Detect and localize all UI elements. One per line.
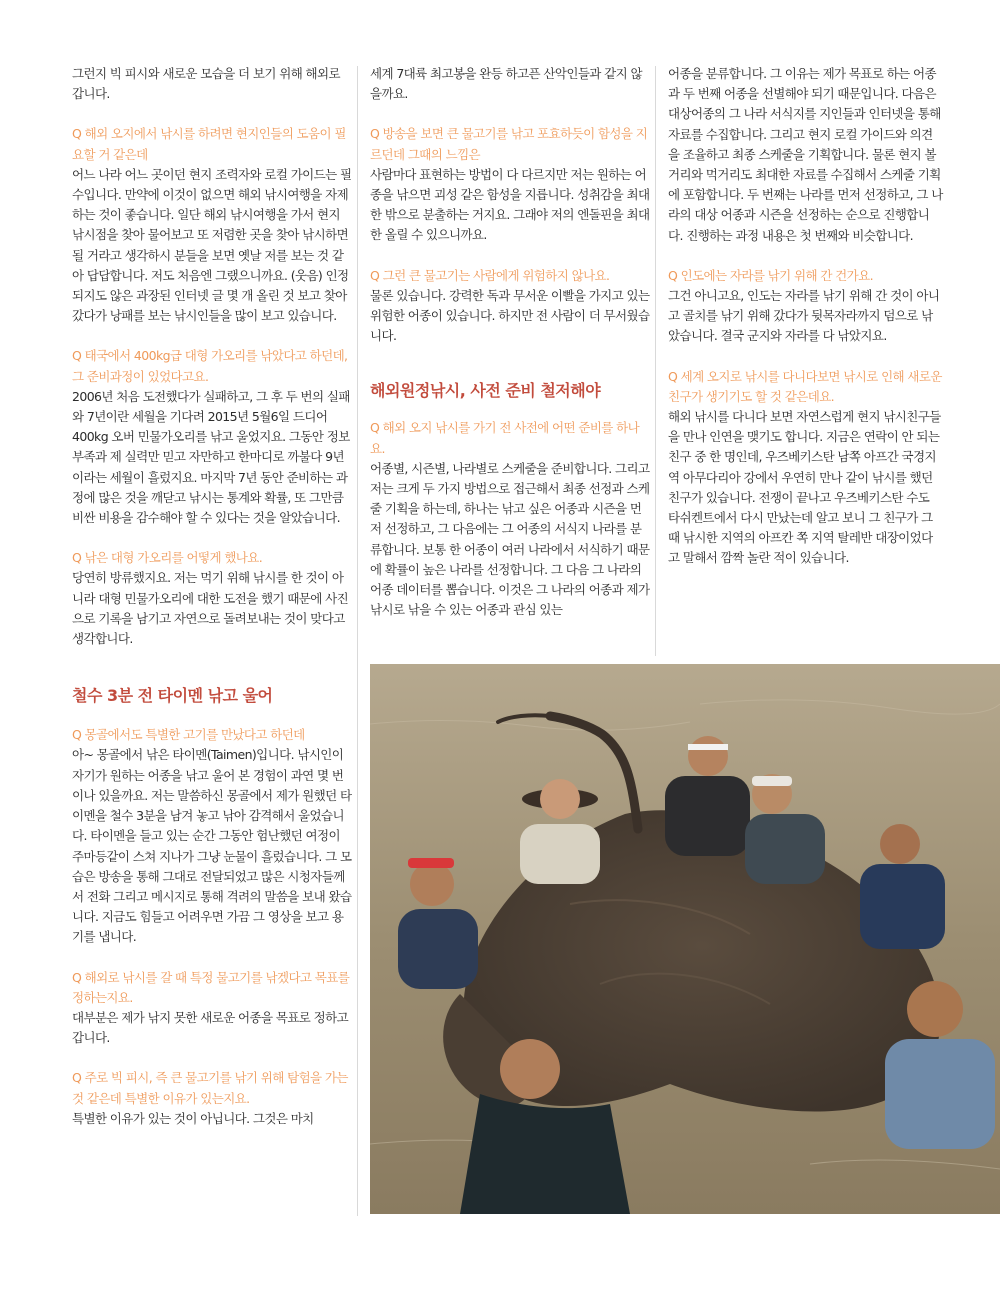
stingray-photo-illustration [370,664,1000,1214]
section-title: 해외원정낚시, 사전 준비 철저해야 [370,381,601,401]
column-left [72,64,354,1129]
column-divider [655,66,656,656]
question-heading: Q 주로 빅 피시, 즉 큰 물고기를 낚기 위해 탐험을 가는 것 같은데 특별한 이유가 있는지요. [72,1070,348,1106]
answer-paragraph: 어종별, 시즌별, 나라별로 스케줄을 준비합니다. 그리고 저는 크게 두 가지 방법으로 접근해서 최종 선정과 스케줄 기획을 하는데, 하나는 낚고 싶은 어종과 시즌을 먼저 선정하고, 그 다음에는 그 어종의 서식지 나라를 분류합니다. 보통 한 어종이 여러 나라에서 서식하기 때문에 확률이 높은 나라를 선정합니다. 그 다음 그 나라의 어종 데이터를 뽑습니다. 이것은 그 나라의 어종과 제가 낚시로 낚을 수 있는 어종과 관심 있는 [370,460,650,618]
answer-paragraph: 대부분은 제가 낚지 못한 새로운 어종을 목표로 정하고 갑니다. [72,1009,349,1046]
answer-paragraph: 사람마다 표현하는 방법이 다 다르지만 저는 원하는 어종을 낚으면 괴성 같은 함성을 지릅니다. 성취감을 최대한 밖으로 분출하는 거지요. 그래야 저의 엔돌핀을 최대한 올릴 수 있으니까요. [370,166,650,243]
question-heading: Q 몽골에서도 특별한 고기를 만났다고 하던데 [72,727,305,743]
column-middle [370,64,652,620]
column-right [668,64,944,569]
question-heading: Q 낚은 대형 가오리를 어떻게 했나요. [72,550,263,566]
question-heading: Q 해외 오지 낚시를 가기 전 사전에 어떤 준비를 하나요. [370,420,640,456]
paragraph: 세계 7대륙 최고봉을 완등 하고픈 산악인들과 같지 않을까요. [370,66,642,102]
question-heading: Q 인도에는 자라를 낚기 위해 간 건가요. [668,267,873,283]
question-heading: Q 세계 오지로 낚시를 다니다보면 낚시로 인해 새로운 친구가 생기기도 할 것 같은데요. [668,368,942,404]
question-heading: Q 방송을 보면 큰 물고기를 낚고 포효하듯이 함성을 지르던데 그때의 느낌은 [370,126,648,162]
answer-paragraph: 당연히 방류했지요. 저는 먹기 위해 낚시를 한 것이 아니라 대형 민물가오리에 대한 도전을 했기 때문에 사진으로 기록을 남기고 자연으로 돌려보내는 것이 맞다고 생각합니다. [72,570,349,647]
answer-paragraph: 특별한 이유가 있는 것이 아닙니다. 그것은 마치 [72,1110,314,1126]
question-heading: Q 그런 큰 물고기는 사람에게 위험하지 않나요. [370,267,610,283]
paragraph: 어종을 분류합니다. 그 이유는 제가 목표로 하는 어종과 두 번째 어종을 선별해야 되기 때문입니다. 다음은 대상어종의 그 나라 서식지를 지인들과 인터넷을 통해 자료를 수집합니다. 그리고 현지 로컬 가이드와 의견을 조율하고 최종 스케줄을 기획합니다. 물론 현지 볼거리와 먹거리도 최대한 자료를 수집해서 스케줄 기획에 포함합니다. 두 번째는 나라를 먼저 선정하고, 그 나라의 대상 어종과 시즌을 선정하는 순으로 진행합니다. 진행하는 과정 내용은 첫 번째와 비슷합니다. [668,66,943,243]
answer-paragraph: 2006년 처음 도전했다가 실패하고, 그 후 두 번의 실패와 7년이란 세월을 기다려 2015년 5월6일 드디어 400kg 오버 민물가오리를 낚고 울었지요. 그동안 정보 부족과 제 실력만 믿고 자만하고 한마디로 까불다 9년이라는 세월이 흘렀지요. 마지막 7년 동안 준비하는 과정에 많은 것을 깨닫고 낚시는 통계와 확률, 또 그만큼 비싼 비용을 감수해야 할 수 있다는 것을 알았습니다. [72,388,350,526]
answer-paragraph: 물론 있습니다. 강력한 독과 무서운 이빨을 가지고 있는 위험한 어종이 있습니다. 하지만 전 사람이 더 무서웠습니다. [370,287,650,344]
stingray-photo [370,664,1000,1214]
column-divider [357,66,358,1216]
answer-paragraph: 해외 낚시를 다니다 보면 자연스럽게 현지 낚시친구들을 만나 인연을 맺기도 합니다. 지금은 연락이 안 되는 친구 중 한 명인데, 우즈베키스탄 남쪽 아프간 국경지역 아무다리아 강에서 우연히 만나 같이 낚시를 했던 친구가 있습니다. 전쟁이 끝나고 우즈베키스탄 수도 타쉬켄트에서 다시 만났는데 알고 보니 그 친구가 그때 낚시한 지역의 아프칸 쪽 지역 탈레반 대장이었다고 말해서 깜짝 놀란 적이 있습니다. [668,409,941,566]
answer-paragraph: 아~ 몽골에서 낚은 타이멘(Taimen)입니다. 낚시인이 자기가 원하는 어종을 낚고 울어 본 경험이 과연 몇 번이나 있을까요. 저는 말씀하신 몽골에서 제가 원했던 타이멘을 철수 3분을 남겨 놓고 낚아 감격해서 울었습니다. 타이멘을 들고 있는 순간 그동안 험난했던 여정이 주마등같이 스쳐 지나가 그냥 눈물이 흘렀습니다. 그 모습은 방송을 통해 그대로 전달되었고 많은 시청자들께서 전화 그리고 메시지로 통해 격려의 말씀을 보내 왔습니다. 지금도 힘들고 어려우면 가끔 그 영상을 보고 용기를 냅니다. [72,747,352,945]
answer-paragraph: 그건 아니고요, 인도는 자라를 낚기 위해 간 것이 아니고 골치를 낚기 위해 갔다가 뒷목자라까지 덤으로 낚았습니다. 결국 군지와 자라를 다 낚았지요. [668,288,940,344]
section-title: 철수 3분 전 타이멘 낚고 울어 [72,686,273,706]
answer-paragraph: 어느 나라 어느 곳이던 현지 조력자와 로컬 가이드는 필수입니다. 만약에 이것이 없으면 해외 낚시여행을 자제하는 것이 좋습니다. 일단 해외 낚시여행을 가서 현지 낚시점을 찾아 물어보고 또 저렴한 곳을 찾아 낚시하면 될 거라고 생각하시 분들을 보면 옛날 저를 보는 것 같아 답답합니다. 저도 처음엔 그랬으니까요. (웃음) 인정되지도 않은 과장된 인터넷 글 몇 개 올린 것 보고 찾아 갔다가 낭패를 보는 낚시인들을 많이 보고 있습니다. [72,166,352,324]
question-heading: Q 해외 오지에서 낚시를 하려면 현지인들의 도움이 필요할 거 같은데 [72,126,346,162]
question-heading: Q 태국에서 400kg급 대형 가오리를 낚았다고 하던데, 그 준비과정이 있었다고요. [72,348,348,384]
question-heading: Q 해외로 낚시를 갈 때 특정 물고기를 낚겠다고 목표를 정하는지요. [72,969,350,1005]
paragraph: 그런지 빅 피시와 새로운 모습을 더 보기 위해 해외로 갑니다. [72,66,340,102]
